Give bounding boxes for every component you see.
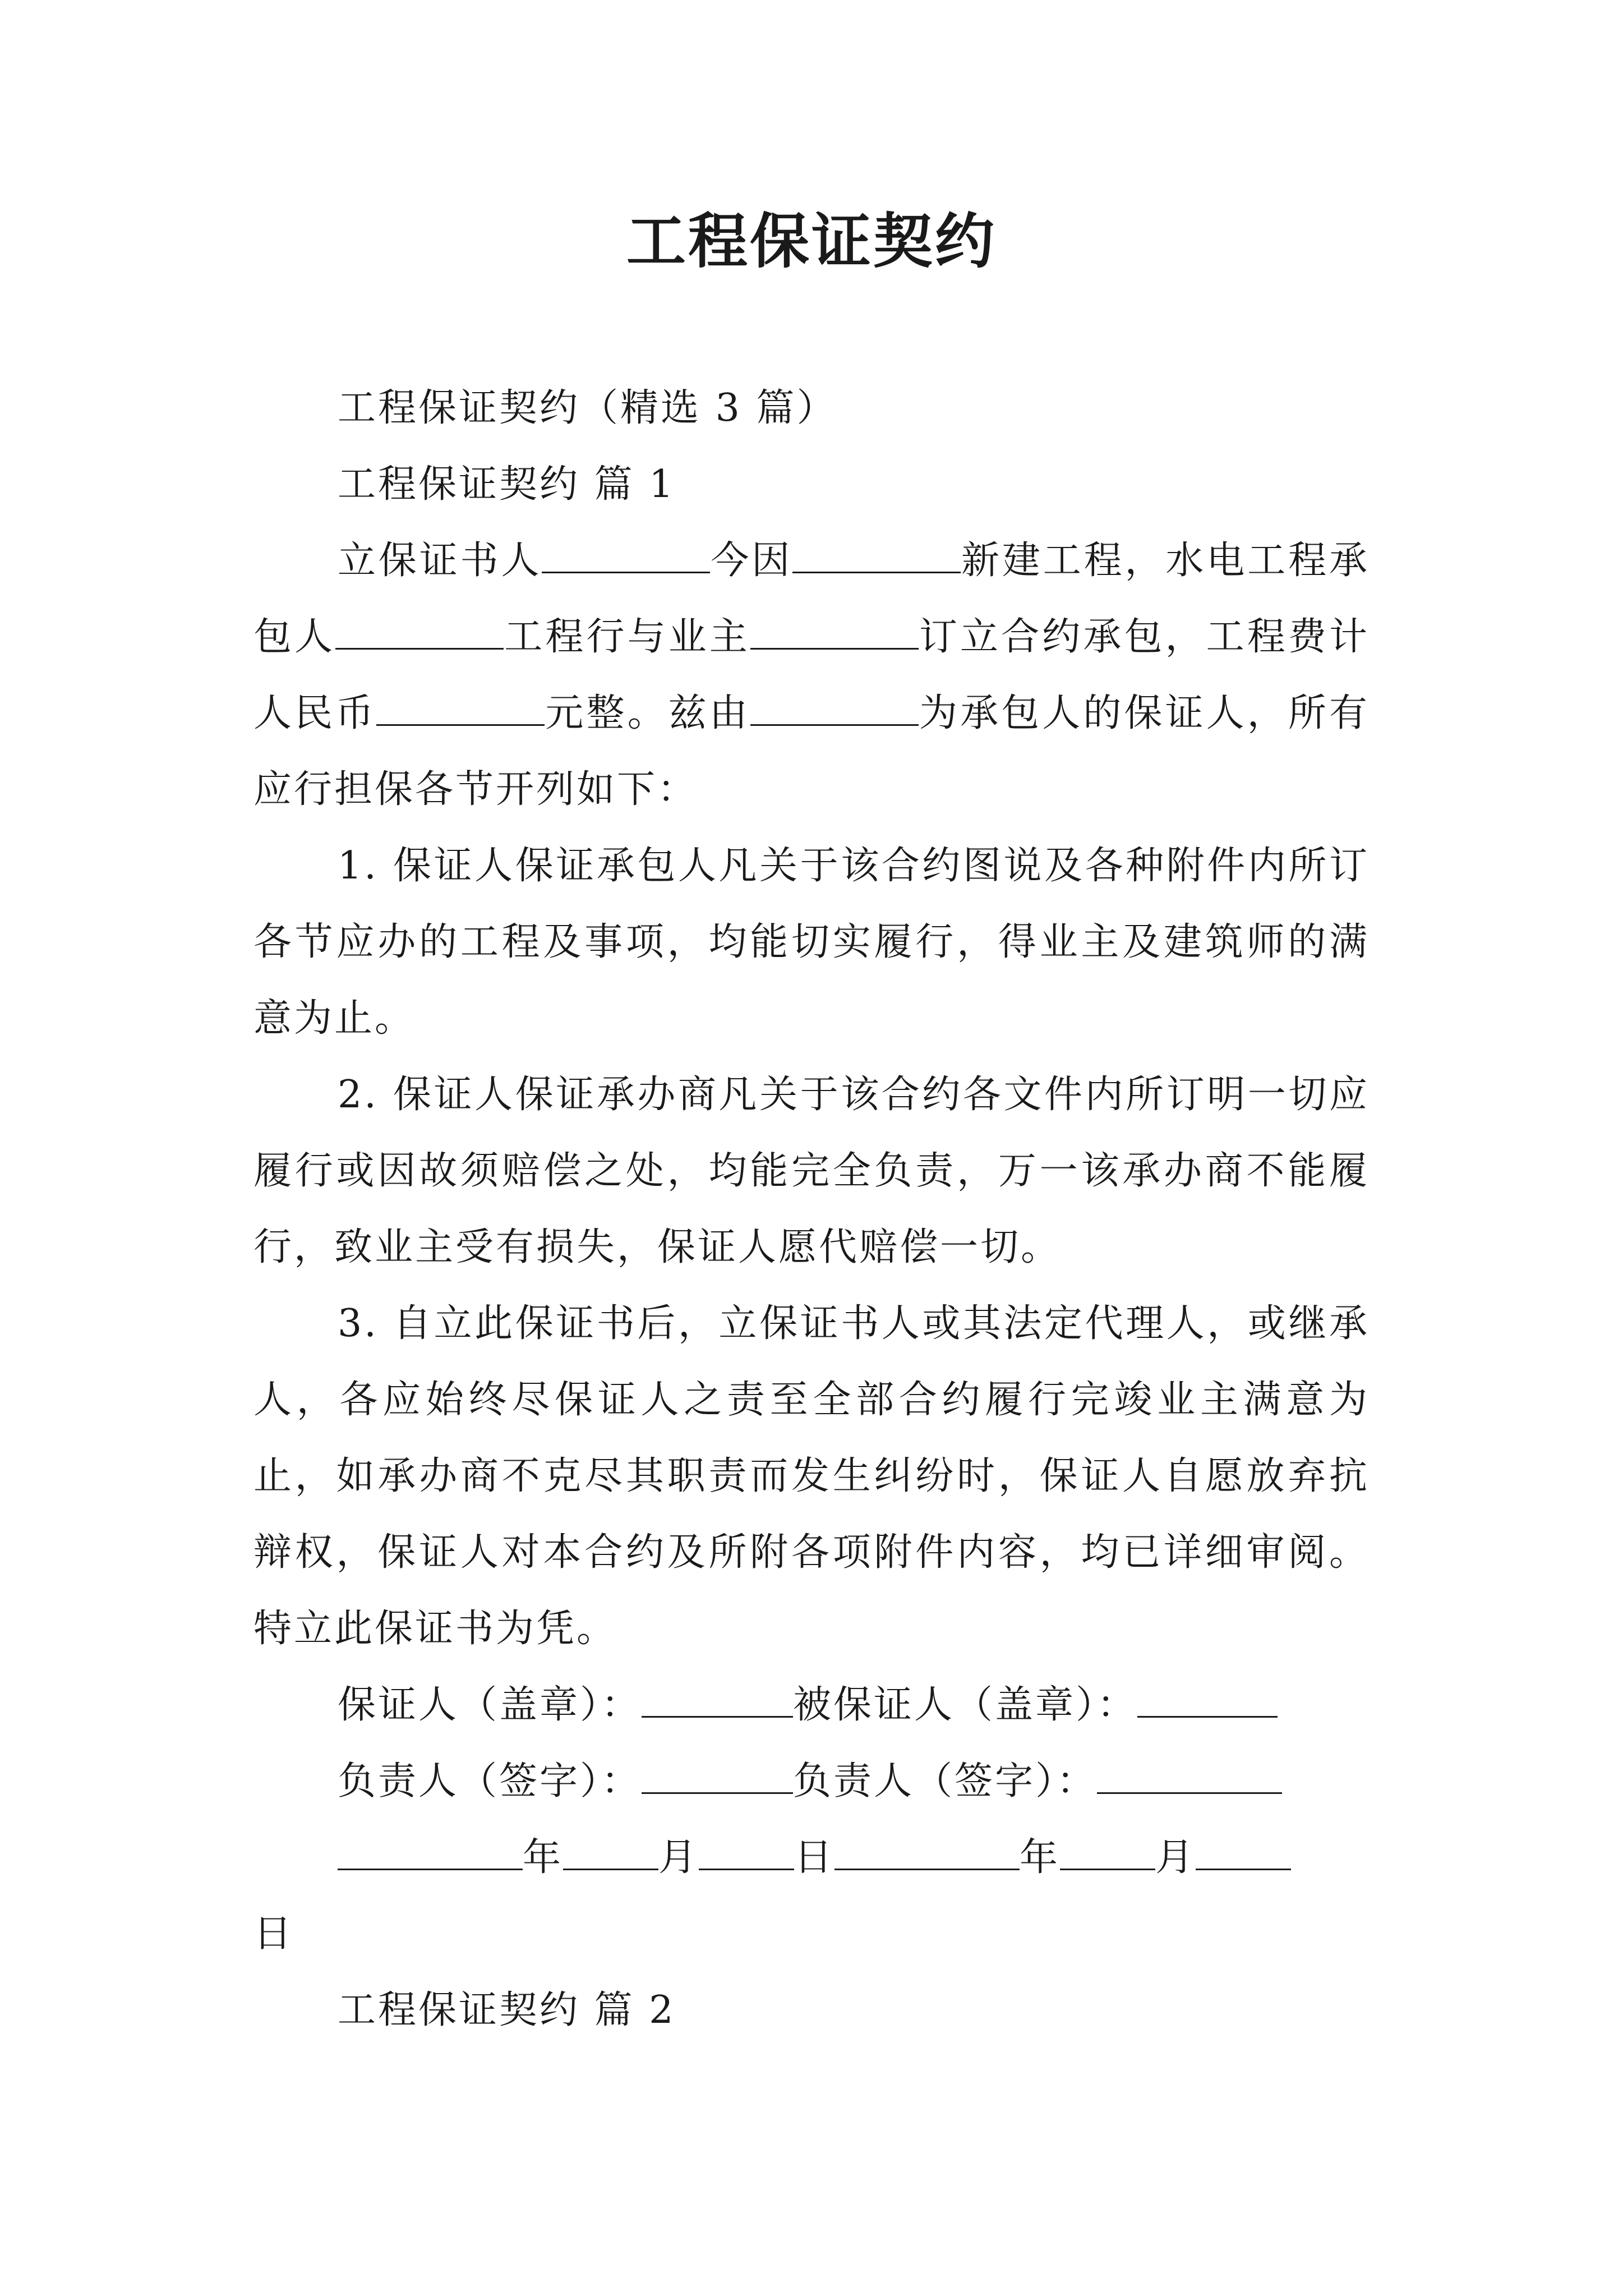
clause-2: 2. 保证人保证承办商凡关于该合约各文件内所订明一切应履行或因故须赔偿之处，均能完全负责，万一该承办商不能履行，致业主受有损失，保证人愿代赔偿一切。 xyxy=(253,1073,1370,1269)
month-blank-2 xyxy=(1060,1826,1155,1870)
month-label-1: 月 xyxy=(658,1835,699,1880)
day-label-1: 日 xyxy=(794,1835,835,1880)
date-line-tail: 日 xyxy=(253,1912,294,1956)
guarantor-seal-blank xyxy=(642,1673,793,1718)
responsible-sign-blank-2 xyxy=(1097,1750,1282,1794)
project-name-blank xyxy=(792,529,961,573)
date-line xyxy=(253,1820,1370,1896)
surety-name-blank xyxy=(750,682,919,726)
intro-text-3: 新建工程，水电工程承包人 xyxy=(253,539,1370,659)
document-title: 工程保证契约 xyxy=(626,206,997,276)
responsible-label-2: 负责人（签字）： xyxy=(793,1759,1098,1803)
guarantor-name-blank xyxy=(542,529,710,573)
guaranteed-seal-blank xyxy=(1137,1673,1278,1718)
intro-text-4: 工程行与业主 xyxy=(504,615,750,659)
day-blank-1 xyxy=(699,1826,794,1870)
responsible-label-1: 负责人（签字）： xyxy=(338,1759,642,1803)
year-label-1: 年 xyxy=(523,1835,564,1880)
year-blank-1 xyxy=(338,1826,523,1870)
intro-text-2: 今因 xyxy=(710,539,793,583)
month-blank-1 xyxy=(563,1826,658,1870)
guarantor-seal-label: 保证人（盖章）： xyxy=(338,1683,642,1727)
amount-blank xyxy=(376,682,545,726)
document-body xyxy=(253,370,1370,2049)
contractor-name-blank xyxy=(335,605,504,650)
intro-text-7: 为承包人的保证人，所有应行担保各节开列如下： xyxy=(253,691,1370,812)
responsible-sign-blank-1 xyxy=(642,1750,793,1794)
year-label-2: 年 xyxy=(1020,1835,1061,1880)
month-label-2: 月 xyxy=(1155,1835,1196,1880)
intro-text-1: 立保证书人 xyxy=(338,539,542,583)
clause-3: 3. 自立此保证书后，立保证书人或其法定代理人，或继承人，各应始终尽保证人之责至全部合约履行完竣业主满意为止，如承办商不克尽其职责而发生纠纷时，保证人自愿放弃抗辩权，保证人对本合约及所附各项附件内容，均已详细审阅。特立此保证书为凭。 xyxy=(253,1301,1370,1651)
year-blank-2 xyxy=(834,1826,1020,1870)
signature-sign-line xyxy=(253,1743,1370,1820)
owner-name-blank xyxy=(750,605,919,650)
section-heading-1: 工程保证契约 篇 1 xyxy=(338,462,676,507)
intro-paragraph xyxy=(253,523,1370,828)
intro-text-6: 元整。兹由 xyxy=(545,691,750,735)
clause-1: 1. 保证人保证承包人凡关于该合约图说及各种附件内所订各节应办的工程及事项，均能切实履行，得业主及建筑师的满意为止。 xyxy=(253,844,1370,1041)
document-subtitle: 工程保证契约（精选 3 篇） xyxy=(338,386,837,430)
signature-seal-line xyxy=(253,1667,1370,1743)
intro-text-5: 订立合约承包，工程费计人民币 xyxy=(253,615,1370,735)
day-blank-2-line xyxy=(1196,1826,1291,1870)
section-heading-2: 工程保证契约 篇 2 xyxy=(338,1988,676,2032)
guaranteed-seal-label: 被保证人（盖章）： xyxy=(793,1683,1138,1727)
